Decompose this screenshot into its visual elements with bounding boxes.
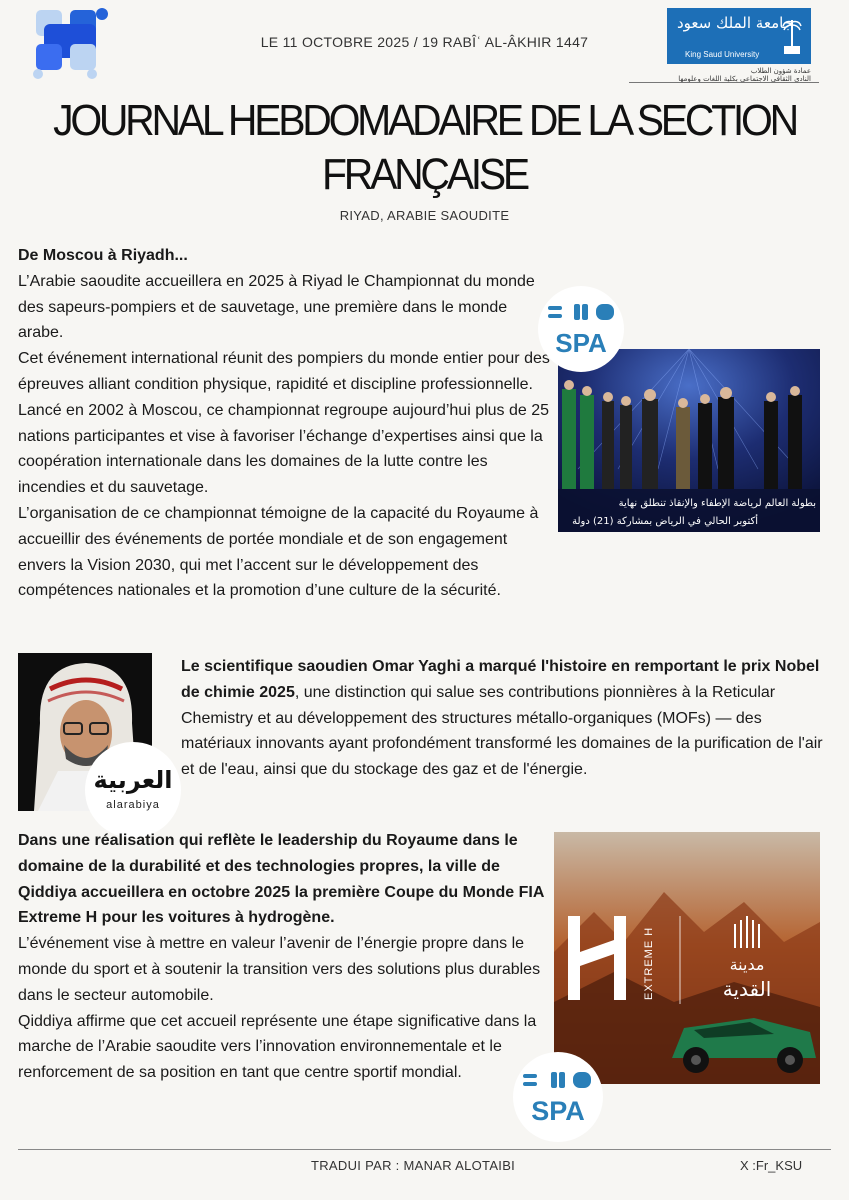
- firefighters-ceremony-image: [558, 349, 820, 532]
- image-caption-line2: أكتوبر الحالي في الرياض بمشاركة (21) دولة: [572, 516, 758, 527]
- palm-emblem-icon: [781, 16, 803, 56]
- translator-credit: TRADUI PAR : MANAR ALOTAIBI: [311, 1158, 516, 1173]
- spa-logo: [538, 286, 624, 372]
- image-city-line1: مدينة: [729, 955, 765, 974]
- spa-logo: [513, 1052, 603, 1142]
- article-nobel: [181, 654, 831, 783]
- university-name-en: King Saud University: [685, 50, 760, 59]
- university-name-ar: جامعة الملك سعود: [677, 14, 793, 32]
- issue-date: LE 11 OCTOBRE 2025 / 19 RABÎʿ AL-ÂKHIR 1447: [260, 34, 589, 50]
- article-body: , une distinction qui salue ses contributions pionnières à la Reticular Chemistry et au développement des structures métallo-organiques (MOFs) — des matériaux innovants ayant profondément transformé les domaines de la purification de l'air et de l'eau, ainsi que du stockage des gaz et de l'énergie.: [181, 683, 823, 779]
- article-paragraph: L’organisation de ce championnat témoigne de la capacité du Royaume à accueillir des événements de portée mondiale et de son engagement envers la Vision 2030, qui met l’accent sur le développement des compétences nationales et la promotion d’une culture de la sécurité.: [18, 504, 539, 600]
- footer-divider: [18, 1149, 831, 1150]
- article-extreme-h: [18, 828, 558, 1086]
- location-subtitle: RIYAD, ARABIE SAOUDITE: [339, 208, 510, 223]
- deanship-label: عمادة شؤون الطلاب: [750, 67, 811, 75]
- article-firefighters: [18, 243, 553, 604]
- alarabiya-logo-en: alarabiya: [106, 799, 160, 811]
- article-paragraph: Qiddiya affirme que cet accueil représente une étape significative dans la marche de l’Arabie saoudite vers l’innovation environnementale et le renforcement de sa position en tant que centre sportif mondial.: [18, 1012, 537, 1082]
- spa-logo-text: SPA: [555, 328, 607, 358]
- social-handle[interactable]: X :Fr_KSU: [740, 1158, 803, 1173]
- title-line-1: JOURNAL HEBDOMADAIRE DE LA SECTION: [53, 96, 796, 145]
- extreme-h-qiddiya-image: [554, 832, 820, 1084]
- image-brand-text: EXTREME H: [643, 926, 655, 1000]
- club-label: النادي الثقافي الاجتماعي بكلية اللغات وعلومها: [678, 75, 811, 83]
- article-paragraph: Cet événement international réunit des pompiers du monde entier pour des épreuves alliant condition physique, rapidité et discipline professionnelle.: [18, 350, 550, 393]
- alarabiya-logo-ar: العربية: [93, 766, 173, 794]
- image-caption-line1: بطولة العالم لرياضة الإطفاء والإنقاذ تنطلق نهاية: [618, 498, 816, 509]
- image-city-line2: القدية: [722, 977, 772, 1001]
- article-paragraph: L’événement vise à mettre en valeur l’avenir de l’énergie propre dans le monde du sport et à soutenir la transition vers des solutions plus durables dans le secteur automobile.: [18, 935, 541, 1004]
- spa-logo-text: SPA: [531, 1096, 585, 1126]
- header-divider: [629, 82, 819, 83]
- article-lead: Le scientifique saoudien Omar Yaghi a marqué l'histoire en remportant le prix Nobel de chimie 2025: [181, 658, 820, 701]
- title-line-2: FRANÇAISE: [322, 150, 527, 199]
- article-lead: Dans une réalisation qui reflète le leadership du Royaume dans le domaine de la durabilité et des technologies propres, la ville de Qiddiya accueillera en octobre 2025 la première Coupe du Monde FIA Extreme H pour les voitures à hydrogène.: [18, 832, 544, 927]
- page-title: [30, 94, 820, 202]
- ksu-logo: [667, 8, 811, 83]
- article-heading: De Moscou à Riyadh...: [18, 247, 188, 264]
- alarabiya-logo: [85, 742, 181, 838]
- article-paragraph: Lancé en 2002 à Moscou, ce championnat regroupe aujourd’hui plus de 25 nations participantes et vise à favoriser l’échange d’expertises ainsi que la coopération internationale dans les domaines de la lutte contre les incendies et du sauvetage.: [18, 401, 550, 497]
- article-paragraph: L’Arabie saoudite accueillera en 2025 à Riyad le Championnat du monde des sapeurs-pompiers et de sauvetage, une première dans le monde arabe.: [18, 272, 535, 342]
